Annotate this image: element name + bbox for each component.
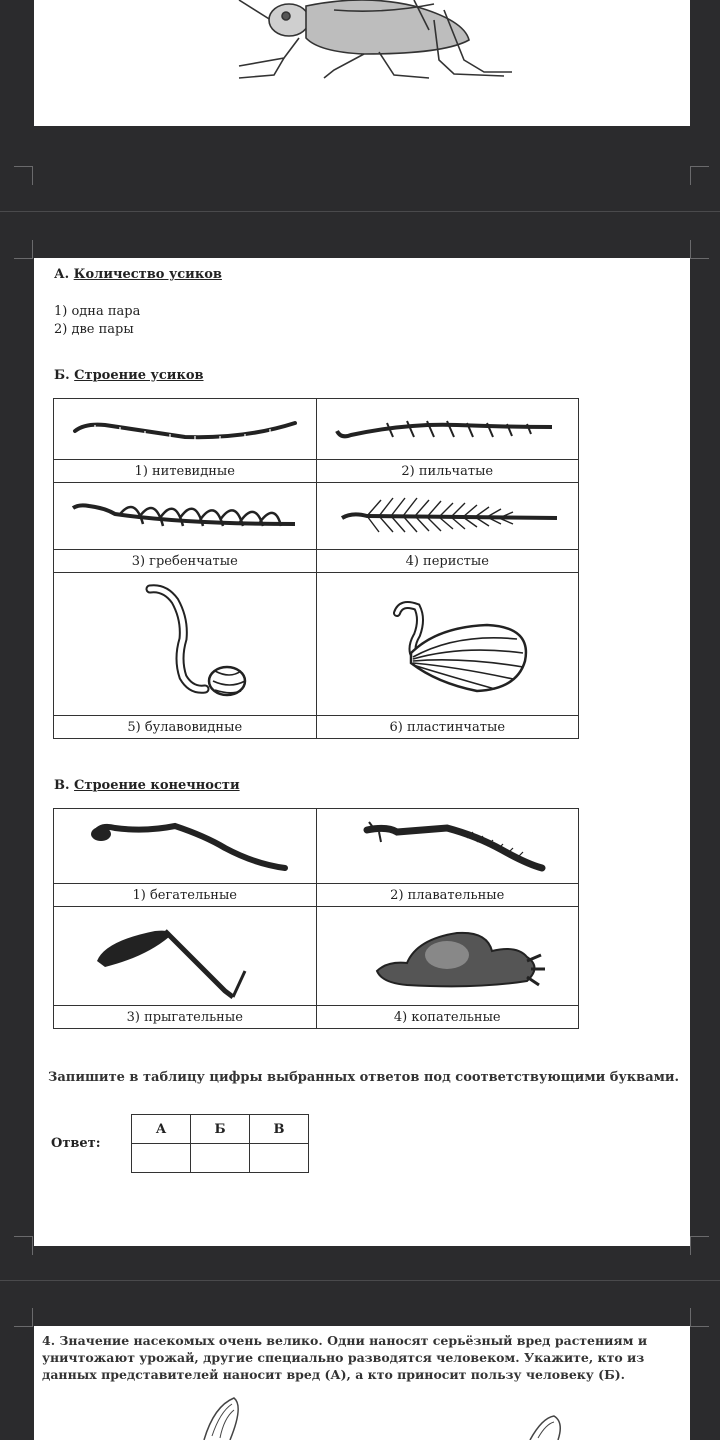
page-fragment-top <box>34 0 690 126</box>
limb-cell-jumping <box>54 907 317 1006</box>
crop-mark <box>14 1308 33 1327</box>
section-v-title: Строение конечности <box>74 778 240 793</box>
pectinate-antenna-drawing <box>65 494 305 538</box>
crop-mark <box>14 240 33 259</box>
answer-header-b: Б <box>191 1115 250 1144</box>
crop-mark <box>14 166 33 185</box>
section-b-title: Строение усиков <box>74 368 204 383</box>
question-4-number: 4. <box>42 1333 56 1348</box>
crop-mark <box>690 1308 709 1327</box>
limb-cell-running <box>54 809 317 884</box>
answer-header-v: В <box>250 1115 309 1144</box>
insect-wing-drawing-left <box>194 1396 254 1440</box>
grasshopper-illustration <box>34 0 690 126</box>
limb-cell-swimming <box>316 809 579 884</box>
antenna-caption-2: 2) пильчатые <box>316 460 579 483</box>
section-b-letter: Б. <box>54 368 70 383</box>
insect-wing-drawing-right <box>524 1414 574 1440</box>
crop-mark <box>690 166 709 185</box>
crop-mark <box>690 1236 709 1255</box>
jumping-leg-drawing <box>65 911 305 1001</box>
answer-cell-b[interactable] <box>191 1144 250 1173</box>
page-gap-line <box>0 1280 720 1281</box>
section-a-heading <box>54 267 222 282</box>
antenna-caption-6: 6) пластинчатые <box>316 716 579 739</box>
antenna-caption-4: 4) перистые <box>316 550 579 573</box>
section-a-letter: А. <box>54 267 70 282</box>
section-a-option-1: 1) одна пара <box>54 304 141 319</box>
filiform-antenna-drawing <box>65 409 305 449</box>
antenna-cell-filiform <box>54 399 317 460</box>
answer-cell-v[interactable] <box>250 1144 309 1173</box>
section-a-option-2: 2) две пары <box>54 322 134 337</box>
question-4-text: Значение насекомых очень велико. Одни наносят серьёзный вред растениям и уничтожают урожай, другие специально разводятся человеком. Укажите, кто из данных представителей наносит вред (А), а кто приносит пользу человеку (Б). <box>42 1333 648 1382</box>
question-4 <box>42 1332 672 1383</box>
crop-mark <box>14 1236 33 1255</box>
plumose-antenna-drawing <box>327 494 567 538</box>
antenna-cell-clavate <box>54 573 317 716</box>
running-leg-drawing <box>65 816 305 876</box>
antenna-caption-1: 1) нитевидные <box>54 460 317 483</box>
section-a-title: Количество усиков <box>73 267 222 282</box>
antenna-cell-pectinate <box>54 483 317 550</box>
section-b-heading <box>54 368 204 383</box>
answer-cell-a[interactable] <box>132 1144 191 1173</box>
antenna-caption-3: 3) гребенчатые <box>54 550 317 573</box>
limb-cell-digging <box>316 907 579 1006</box>
lamellate-antenna-drawing <box>327 579 567 709</box>
antenna-cell-plumose <box>316 483 579 550</box>
limb-caption-4: 4) копательные <box>316 1006 579 1029</box>
page-fragment-bottom <box>34 1326 690 1440</box>
crop-mark <box>690 240 709 259</box>
limb-caption-1: 1) бегательные <box>54 884 317 907</box>
antenna-cell-serrate <box>316 399 579 460</box>
page-main <box>34 258 690 1246</box>
antenna-caption-5: 5) булавовидные <box>54 716 317 739</box>
digging-leg-drawing <box>327 911 567 1001</box>
answer-table <box>131 1114 309 1173</box>
limb-caption-3: 3) прыгательные <box>54 1006 317 1029</box>
instruction-text: Запишите в таблицу цифры выбранных ответов под соответствующими буквами. <box>48 1070 680 1085</box>
limb-caption-2: 2) плавательные <box>316 884 579 907</box>
answer-label: Ответ: <box>51 1136 101 1151</box>
clavate-antenna-drawing <box>65 579 305 709</box>
serrate-antenna-drawing <box>327 409 567 449</box>
limbs-table <box>53 808 579 1029</box>
swimming-leg-drawing <box>327 816 567 876</box>
antenna-cell-lamellate <box>316 573 579 716</box>
answer-header-a: А <box>132 1115 191 1144</box>
section-v-letter: В. <box>54 778 70 793</box>
section-v-heading <box>54 778 240 793</box>
antennae-table <box>53 398 579 739</box>
page-gap-line <box>0 211 720 212</box>
